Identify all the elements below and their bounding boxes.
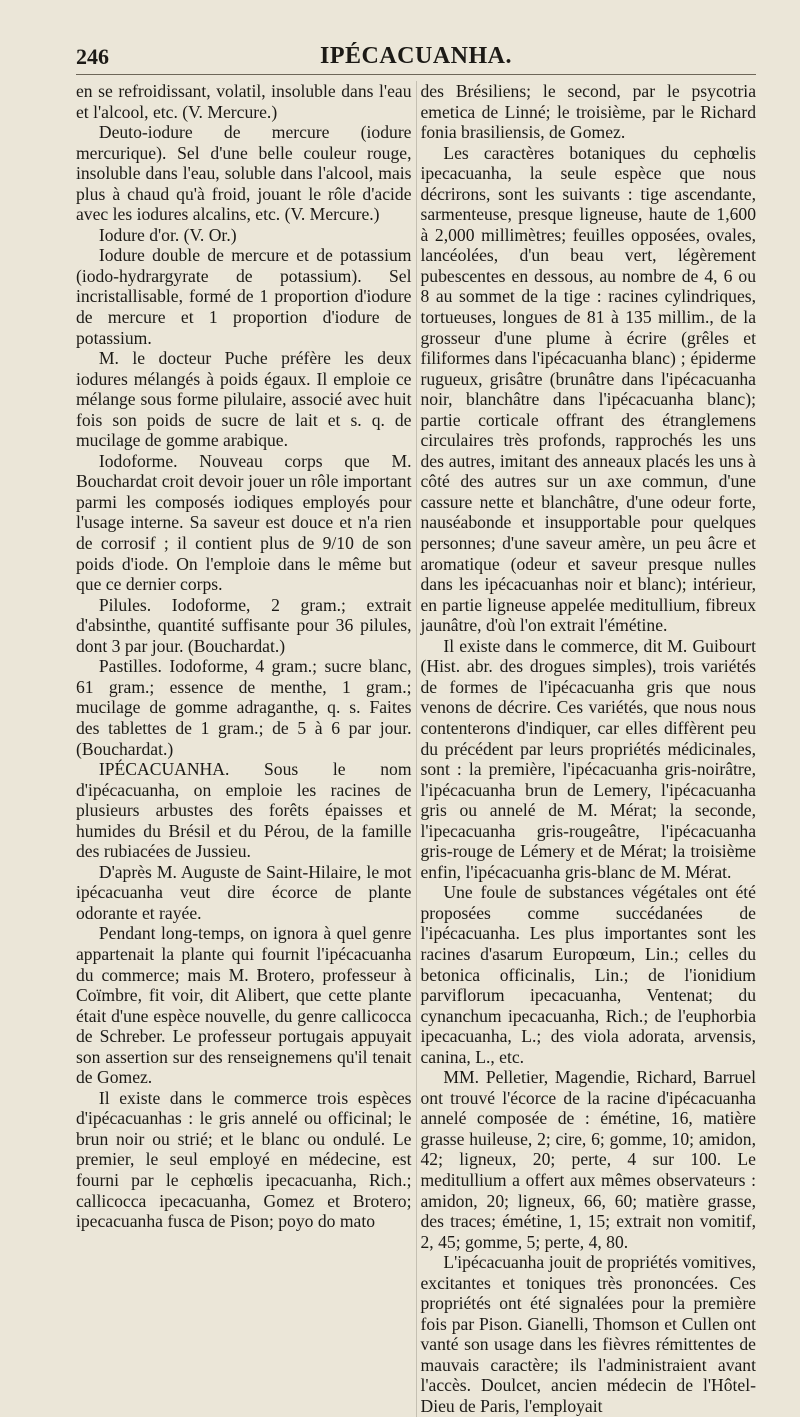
paragraph: MM. Pelletier, Magendie, Richard, Barruel ont trouvé l'écorce de la racine d'ipécacuanha annelé composée de : émétine, 16, matière grasse huileuse, 2; cire, 6; gomme, 10; amidon, 42; ligneux, 20; perte, 4 sur 100. Le meditullium a offert aux mêmes observateurs : amidon, 20; ligneux, 66, 60; matière grasse, des traces; émétine, 1, 15; extrait non vomitif, 2, 45; gomme, 5; perte, 4, 80. [420, 1067, 756, 1252]
paragraph: en se refroidissant, volatil, insoluble dans l'eau et l'alcool, etc. (V. Mercure.) [76, 81, 412, 122]
paragraph: Il existe dans le commerce trois espèces d'ipécacuanhas : le gris annelé ou officinal; le brun noir ou strié; et le blanc ou ondulé. Le premier, le seul employé en médecine, est fourni par le cephœlis ipecacuanha, Rich.; callicocca ipecacuanha, Gomez et Brotero; ipecacuanha fusca de Pison; poyo do mato [76, 1087, 412, 1232]
paragraph: Iodoforme. Nouveau corps que M. Bouchardat croit devoir jouer un rôle important parmi les composés iodiques employés pour l'usage interne. Sa saveur est douce et n'a rien de corrosif ; il contient plus de 9/10 de son poids d'iode. On l'emploie dans le même but que ce dernier corps. [76, 450, 412, 595]
page-number: 246 [76, 44, 109, 69]
paragraph: D'après M. Auguste de Saint-Hilaire, le mot ipécacuanha veut dire écorce de plante odorante et rayée. [76, 861, 412, 923]
paragraph: des Brésiliens; le second, par le psycotria emetica de Linné; le troisième, par le Richard fonia brasiliensis, de Gomez. [420, 81, 756, 143]
left-column [76, 81, 412, 1417]
paragraph: Pastilles. Iodoforme, 4 gram.; sucre blanc, 61 gram.; essence de menthe, 1 gram.; mucilage de gomme adraganthe, q. s. Faites des tablettes de 1 gram.; de 5 à 6 par jour. (Bouchardat.) [76, 656, 412, 759]
running-title: IPÉCACUANHA. [320, 43, 512, 69]
right-column [421, 81, 757, 1417]
paragraph: Iodure d'or. (V. Or.) [98, 224, 237, 245]
paragraph: Une foule de substances végétales ont été proposées comme succédanées de l'ipécacuanha. Les plus importantes sont les racines d'asarum Europœum, Lin.; celles du betonica officinalis, Lin.; de l'ionidium parviflorum ipecacuanha, Ventenat; du cynanchum ipecacuanha, Rich.; de l'euphorbia ipecacuanha, L.; des viola adorata, arvensis, canina, L., etc. [420, 882, 756, 1067]
paragraph: Deuto-iodure de mercure (iodure mercurique). Sel d'une belle couleur rouge, insoluble dans l'eau, soluble dans l'alcool, mais plus à chaud qu'à froid, jouant le rôle d'acide avec les iodures alcalins, etc. (V. Mercure.) [76, 122, 412, 225]
running-header [76, 40, 756, 75]
column-divider [416, 81, 417, 1417]
paragraph: Pilules. Iodoforme, 2 gram.; extrait d'absinthe, quantité suffisante pour 36 pilules, dont 3 par jour. (Bouchardat.) [76, 594, 412, 656]
paragraph: Pendant long-temps, on ignora à quel genre appartenait la plante qui fournit l'ipécacuanha du commerce; mais M. Brotero, professeur à Coïmbre, fit voir, dit Alibert, que cette plante était d'une espèce nouvelle, du genre callicocca de Schreber. Le professeur portugais appuyait son assertion sur des renseignemens qu'il tenait de Gomez. [76, 923, 412, 1088]
paragraph: L'ipécacuanha jouit de propriétés vomitives, excitantes et toniques très prononcées. Ces propriétés ont été signalées pour la première fois par Pison. Gianelli, Thomson et Cullen ont vanté son usage dans les fièvres rémittentes de mauvais caractère; ils l'administraient avant l'accès. Doulcet, ancien médecin de l'Hôtel-Dieu de Paris, l'employait [420, 1252, 756, 1416]
paragraph: Il existe dans le commerce, dit M. Guibourt (Hist. abr. des drogues simples), trois variétés de formes de l'ipécacuanha gris que nous venons de décrire. Ces variétés, que nous nous contenterons d'indiquer, car elles diffèrent peu du précédent par leurs propriétés médicinales, sont : la première, l'ipécacuanha gris-noirâtre, l'ipécacuanha brun de Lemery, l'ipécacuanha gris ou annelé de M. Mérat; la seconde, l'ipecacuanha gris-rougeâtre, l'ipécacuanha gris-rouge de Lémery et de Mérat; la troisième enfin, l'ipécacuanha gris-blanc de M. Mérat. [420, 635, 756, 882]
text-columns [76, 81, 756, 1417]
paragraph: Les caractères botaniques du cephœlis ipecacuanha, la seule espèce que nous décrirons, sont les suivants : tige ascendante, sarmenteuse, presque ligneuse, haute de 1,600 à 2,000 millimètres; feuilles opposées, ovales, lancéolées, d'un beau vert, légèrement pubescentes en dessous, au nombre de 4, 6 ou 8 au sommet de la tige : racines cylindriques, tortueuses, longues de 81 à 135 millim., de la grosseur d'une plume à écrire (grêles et filiformes dans l'ipécacuanha blanc) ; épiderme rugueux, grisâtre (brunâtre dans l'ipécacuanha noir, blanchâtre dans l'ipécacuanha blanc); partie corticale offrant des étranglemens circulaires très profonds, rapprochés les uns des autres, imitant des anneaux placés les uns à côté des autres sur un axe commun, d'une cassure nette et blanchâtre, d'une odeur forte, nauséabonde et insupportable pour quelques personnes; d'une saveur amère, un peu âcre et aromatique (odeur et saveur presque nulles dans les ipécacuanhas noir et blanc); intérieur, en partie ligneuse appelée meditullium, fibreux jaunâtre, d'où l'on extrait l'émétine. [420, 142, 756, 636]
paragraph: Iodure double de mercure et de potassium (iodo-hydrargyrate de potassium). Sel incristallisable, formé de 1 proportion d'iodure de mercure et 1 proportion d'iodure de potassium. [76, 245, 412, 348]
paragraph: M. le docteur Puche préfère les deux iodures mélangés à poids égaux. Il emploie ce mélange sous forme pilulaire, associé avec huit fois son poids de sucre de lait et s. q. de mucilage de gomme arabique. [76, 348, 412, 451]
paragraph: IPÉCACUANHA. Sous le nom d'ipécacuanha, on emploie les racines de plusieurs arbustes des forêts épaisses et humides du Brésil et du Pérou, de la famille des rubiacées de Jussieu. [76, 759, 412, 862]
